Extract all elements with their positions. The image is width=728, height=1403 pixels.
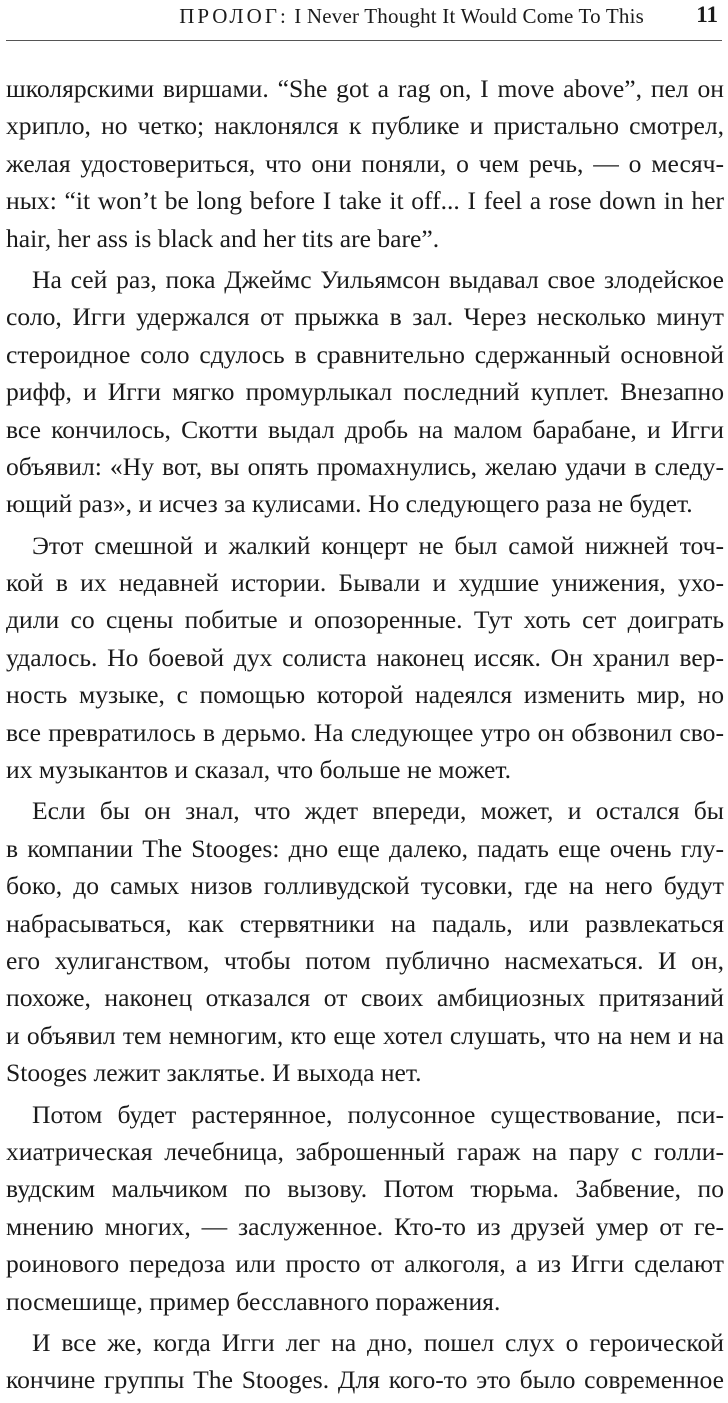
text-line: стероидное соло сдулось в сравнительно сдержанный основной xyxy=(6,339,724,369)
paragraph xyxy=(6,527,724,789)
text-line: На сей раз, пока Джеймс Уильямсон выдавал свое злодейское xyxy=(32,264,724,294)
text-line: посмешище, пример бесславного поражения. xyxy=(6,1286,501,1316)
text-line: все кончилось, Скотти выдал дробь на малом барабане, и Игги xyxy=(6,414,724,444)
text-line: в компании The Stooges: дно еще далеко, падать еще очень глу- xyxy=(6,833,724,863)
text-line: хиатрическая лечебница, заброшенный гараж на пару с голли- xyxy=(6,1136,724,1166)
text-line: Stooges лежит заклятье. И выхода нет. xyxy=(6,1058,422,1088)
text-line: его хулиганством, чтобы потом публично насмехаться. И он, xyxy=(6,945,724,975)
paragraph xyxy=(6,1324,724,1399)
text-line: кончине группы The Stooges. Для кого-то это было современное xyxy=(6,1365,724,1395)
text-line: все превратилось в дерьмо. На следующее утро он обзвонил сво- xyxy=(6,717,724,747)
text-line: кой в их недавней истории. Бывали и худшие унижения, ухо- xyxy=(6,568,724,598)
chapter-title: I Never Thought It Would Come To This xyxy=(294,4,644,28)
text-line: вудским мальчиком по вызову. Потом тюрьма. Забвение, по xyxy=(6,1174,724,1204)
page-number: 11 xyxy=(696,2,718,27)
text-line: хрипло, но четко; наклонялся к публике и пристально смотрел, xyxy=(6,111,724,141)
text-line: их музыкантов и сказал, что больше не может. xyxy=(6,755,512,785)
text-line: роинового передоза или просто от алкоголя, а из Игги сделают xyxy=(6,1249,724,1279)
text-line: Потом будет растерянное, полусонное существование, пси- xyxy=(32,1099,724,1129)
text-line: желая удостовериться, что они поняли, о чем речь, — о месяч- xyxy=(6,148,724,178)
body-text xyxy=(6,70,724,1403)
chapter-label: ПРОЛОГ: xyxy=(179,4,289,28)
text-line: Если бы он знал, что ждет впереди, может, и остался бы xyxy=(32,796,724,826)
text-line: набрасываться, как стервятники на падаль, или развлекаться xyxy=(6,908,724,938)
text-line: Этот смешной и жалкий концерт не был самой нижней точ- xyxy=(32,530,724,560)
text-line: объявил: «Ну вот, вы опять промахнулись, желаю удачи в следу- xyxy=(6,451,724,481)
text-line: удалось. Но боевой дух солиста наконец иссяк. Он хранил вер- xyxy=(6,642,724,672)
text-line: боко, до самых низов голливудской тусовки, где на него будут xyxy=(6,871,724,901)
paragraph xyxy=(6,70,724,257)
text-line: hair, her ass is black and her tits are bare”. xyxy=(6,223,440,253)
text-line: соло, Игги удержался от прыжка в зал. Через несколько минут xyxy=(6,302,724,332)
text-line: ных: “it won’t be long before I take it off... I feel a rose down in her xyxy=(6,186,724,216)
text-line: школярскими виршами. “She got a rag on, I move above”, пел он xyxy=(6,74,724,103)
text-line: ность музыке, с помощью которой надеялся изменить мир, но xyxy=(6,680,724,710)
text-line: И все же, когда Игги лег на дно, пошел слух о героической xyxy=(32,1327,724,1357)
paragraph xyxy=(6,792,724,1091)
running-head xyxy=(179,4,644,29)
text-line: ющий раз», и исчез за кулисами. Но следующего раза не будет. xyxy=(6,489,693,519)
text-line: рифф, и Игги мягко промурлыкал последний куплет. Внезапно xyxy=(6,377,724,407)
paragraph xyxy=(6,261,724,523)
running-header xyxy=(6,0,722,41)
text-line: похоже, наконец отказался от своих амбициозных притязаний xyxy=(6,983,724,1013)
text-line: дили со сцены побитые и опозоренные. Тут хоть сет доиграть xyxy=(6,605,724,635)
text-line: мнению многих, — заслуженное. Кто-то из друзей умер от ге- xyxy=(6,1211,724,1241)
text-line: и объявил тем немногим, кто еще хотел слушать, что на нем и на xyxy=(6,1020,724,1050)
paragraph xyxy=(6,1096,724,1320)
